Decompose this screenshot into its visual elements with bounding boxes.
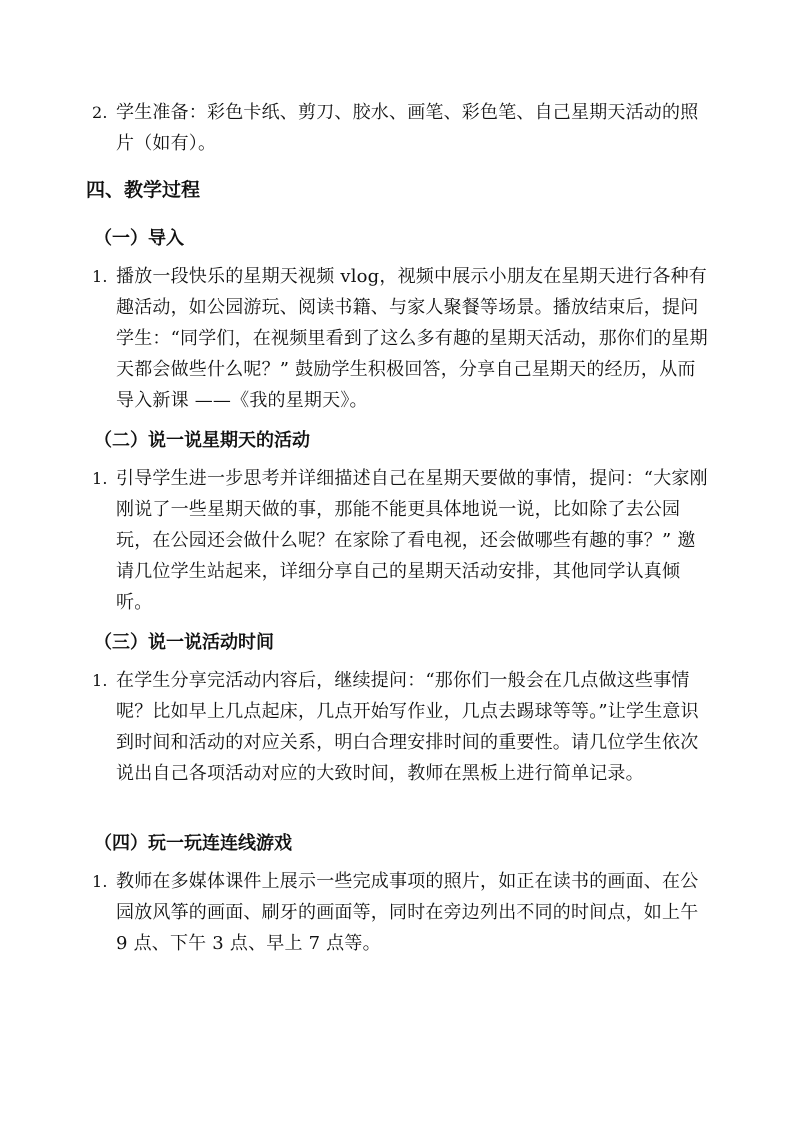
list-number: 1.	[92, 469, 108, 488]
list-item-activities	[92, 463, 712, 618]
list-number: 1.	[92, 872, 108, 891]
list-item-time	[92, 665, 712, 789]
subsection-heading-activities: （二）说一说星期天的活动	[94, 430, 310, 451]
subsection-heading-game: （四）玩一玩连连线游戏	[94, 833, 292, 854]
subsection-heading-intro: （一）导入	[94, 228, 184, 249]
list-item-text: 教师在多媒体课件上展示一些完成事项的照片，如正在读书的画面、在公园放风筝的画面、刷牙的画面等，同时在旁边列出不同的时间点，如上午 9 点、下午 3 点、早上 7 点等。	[116, 871, 699, 954]
list-item-text: 在学生分享完活动内容后，继续提问：“那你们一般会在几点做这些事情呢？比如早上几点起床，几点开始写作业，几点去踢球等等。”让学生意识到时间和活动的对应关系，明白合理安排时间的重要性。请几位学生依次说出自己各项活动对应的大致时间，教师在黑板上进行简单记录。	[116, 670, 699, 784]
section-heading: 四、教学过程	[86, 179, 201, 201]
list-item-intro	[92, 261, 712, 416]
subsection-heading-time: （三）说一说活动时间	[94, 632, 274, 653]
list-number: 1.	[92, 671, 108, 690]
list-number: 2.	[92, 103, 108, 122]
list-number: 1.	[92, 267, 108, 286]
list-item-text: 学生准备：彩色卡纸、剪刀、胶水、画笔、彩色笔、自己星期天活动的照片（如有）。	[116, 102, 699, 154]
list-item-game	[92, 866, 712, 959]
list-item-text: 播放一段快乐的星期天视频 vlog，视频中展示小朋友在星期天进行各种有趣活动，如公园游玩、阅读书籍、与家人聚餐等场景。播放结束后，提问学生：“同学们，在视频里看到了这么多有趣的星期天活动，那你们的星期天都会做些什么呢？” 鼓励学生积极回答，分享自己星期天的经历，从而导入新课 ——《我的星期天》。	[116, 266, 708, 411]
list-item-text: 引导学生进一步思考并详细描述自己在星期天要做的事情，提问：“大家刚刚说了一些星期天做的事，那能不能更具体地说一说，比如除了去公园玩，在公园还会做什么呢？在家除了看电视，还会做哪些有趣的事？” 邀请几位学生站起来，详细分享自己的星期天活动安排，其他同学认真倾听。	[116, 468, 708, 613]
prep-list-item	[92, 97, 712, 159]
